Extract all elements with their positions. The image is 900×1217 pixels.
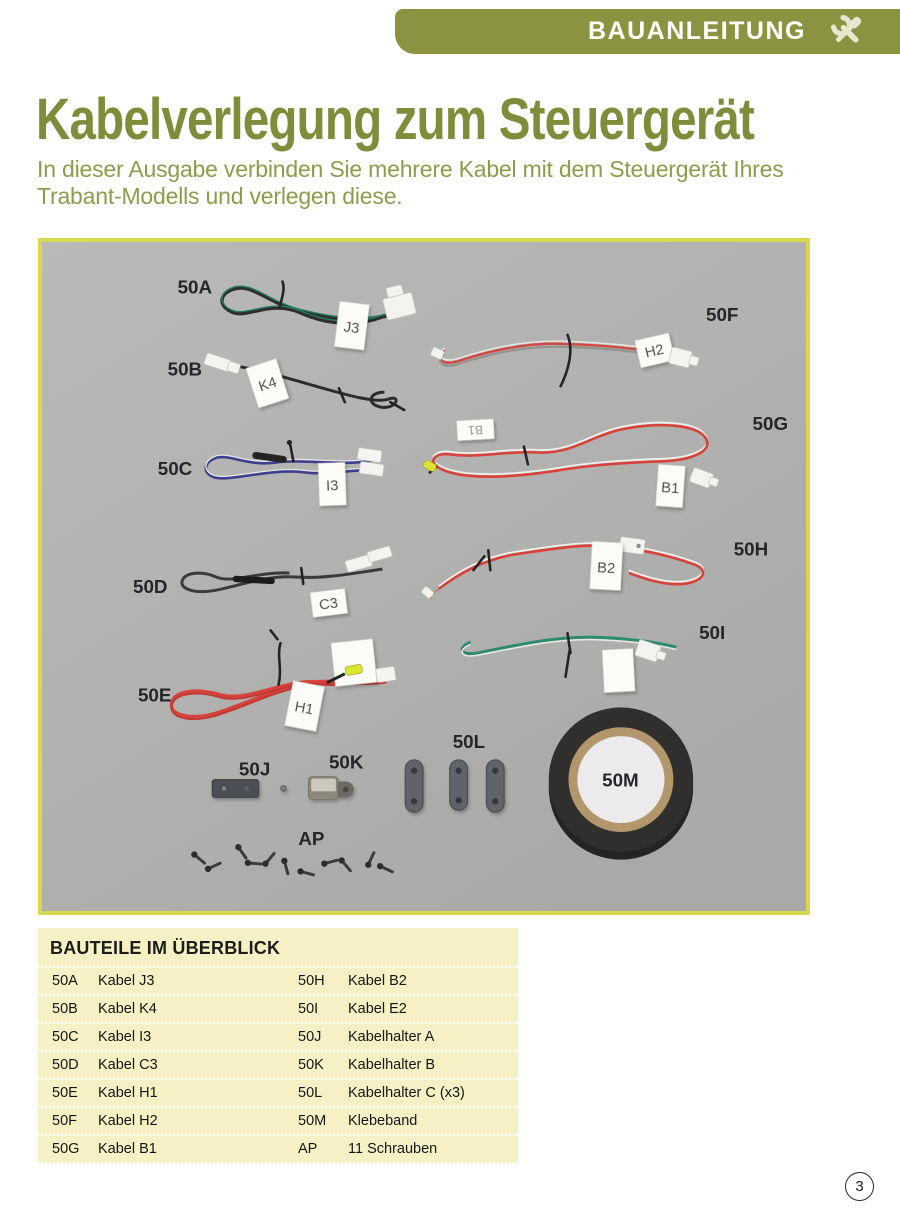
parts-photo: [38, 238, 810, 915]
part-code: 50I: [298, 1001, 319, 1017]
part-code: AP: [298, 1141, 318, 1157]
label-50i: 50I: [699, 622, 726, 644]
header-title: BAUANLEITUNG: [588, 17, 806, 45]
part-name: Kabel B1: [98, 1141, 157, 1157]
part-code: 50B: [52, 1001, 78, 1017]
part-name: Kabel K4: [98, 1001, 157, 1017]
table-row: [38, 1108, 518, 1136]
part-50l-graphic: [405, 760, 504, 812]
part-code: 50C: [52, 1029, 79, 1045]
label-50g: 50G: [752, 412, 789, 434]
tag-h1: H1: [293, 699, 315, 719]
label-50k: 50K: [328, 751, 364, 773]
part-name: Klebeband: [348, 1113, 418, 1129]
label-50l: 50L: [452, 730, 486, 752]
part-name: Kabel J3: [98, 973, 155, 989]
part-code: 50D: [52, 1057, 79, 1073]
tag-b2: B2: [596, 560, 616, 578]
label-ap: AP: [298, 827, 325, 849]
part-name: Kabel C3: [98, 1057, 158, 1073]
part-code: 50A: [52, 973, 78, 989]
label-50d: 50D: [133, 575, 168, 597]
table-row: [38, 1024, 518, 1052]
label-50e: 50E: [137, 684, 172, 706]
part-name: Kabelhalter A: [348, 1029, 435, 1045]
part-code: 50K: [298, 1057, 324, 1073]
part-code: 50J: [298, 1029, 322, 1045]
tag-k4: K4: [256, 374, 280, 396]
page-number: [845, 1172, 874, 1201]
label-50c: 50C: [157, 458, 193, 480]
page-number-value: 3: [855, 1178, 864, 1195]
part-code: 50F: [52, 1113, 77, 1129]
part-code: 50G: [52, 1141, 80, 1157]
part-name: 11 Schrauben: [348, 1141, 438, 1157]
label-50h: 50H: [733, 538, 769, 560]
table-row: [38, 996, 518, 1024]
label-50f: 50F: [706, 304, 739, 326]
tag-b1-upside: B1: [467, 422, 484, 438]
table-row: [38, 1052, 518, 1080]
part-50m-graphic: [549, 707, 693, 859]
part-code: 50E: [52, 1085, 78, 1101]
page-title: Kabelverlegung zum Steuergerät: [36, 87, 755, 152]
part-name: Kabel H1: [98, 1085, 158, 1101]
table-row: [38, 968, 518, 996]
table-row: [38, 1136, 518, 1164]
part-name: Kabelhalter B: [348, 1057, 436, 1073]
header-banner: [395, 9, 900, 54]
label-50m: 50M: [602, 769, 639, 791]
tools-icon: [824, 13, 870, 51]
parts-table-title: BAUTEILE IM ÜBERBLICK: [38, 928, 518, 968]
tag-b1: B1: [660, 480, 680, 498]
part-name: Kabel B2: [348, 973, 407, 989]
label-50j: 50J: [238, 758, 271, 780]
part-name: Kabel E2: [348, 1001, 407, 1017]
tag-i3: I3: [325, 478, 339, 495]
label-50a: 50A: [177, 276, 213, 298]
table-row: [38, 1080, 518, 1108]
part-code: 50H: [298, 973, 325, 989]
part-name: Kabelhalter C (x3): [348, 1085, 465, 1101]
tag-h2: H2: [643, 341, 666, 362]
tag-c3: C3: [318, 595, 339, 614]
tag-j3: J3: [342, 319, 361, 338]
label-50b: 50B: [167, 358, 203, 380]
parts-table: [38, 928, 518, 1164]
part-code: 50L: [298, 1085, 323, 1101]
part-name: Kabel I3: [98, 1029, 152, 1045]
part-name: Kabel H2: [98, 1113, 158, 1129]
part-code: 50M: [298, 1113, 327, 1129]
page-subtitle: In dieser Ausgabe verbinden Sie mehrere Kabel mit dem Steuergerät Ihres Trabant-Modells und verlegen diese.: [37, 156, 784, 209]
